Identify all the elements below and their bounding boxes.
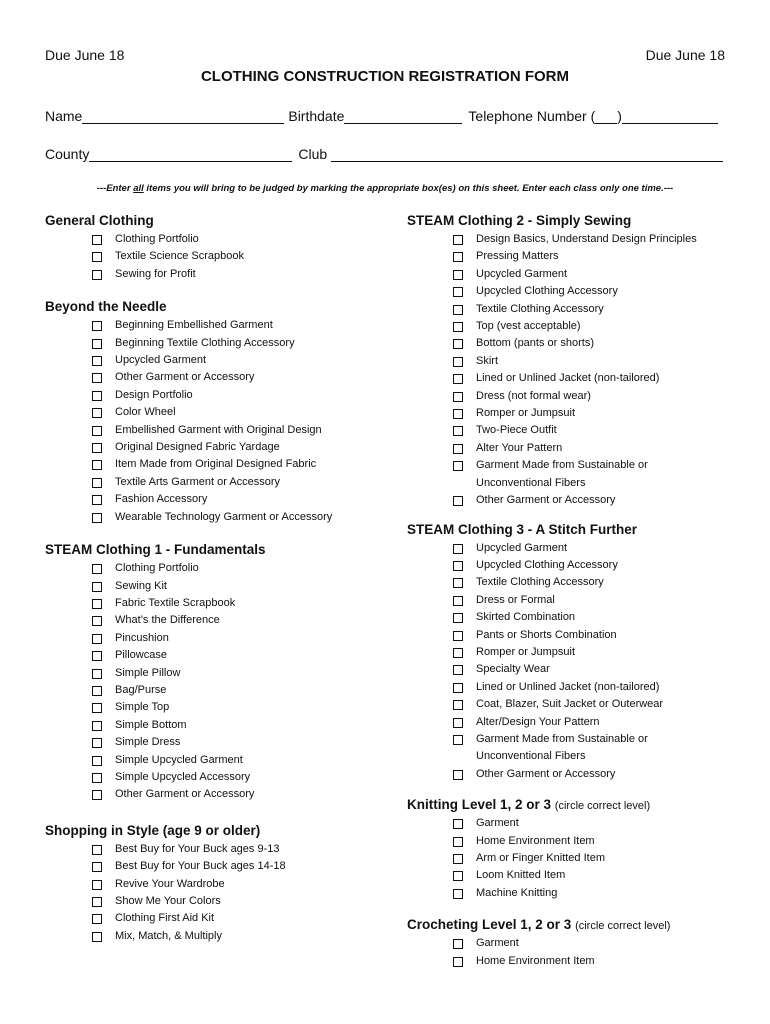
checkbox[interactable] — [453, 392, 463, 402]
checkbox-item[interactable] — [407, 935, 737, 952]
checkbox[interactable] — [453, 700, 463, 710]
checkbox[interactable] — [92, 252, 102, 262]
checkbox[interactable] — [92, 599, 102, 609]
checkbox[interactable] — [92, 582, 102, 592]
checkbox-item[interactable] — [45, 612, 375, 629]
checkbox-item[interactable] — [45, 335, 375, 352]
checkbox-item[interactable] — [45, 752, 375, 769]
checkbox-item[interactable] — [45, 578, 375, 595]
checkbox[interactable] — [453, 718, 463, 728]
section-steam-clothing-2-simply-sewing — [407, 211, 737, 510]
checkbox[interactable] — [92, 932, 102, 942]
section-note: (circle correct level) — [554, 800, 651, 813]
checkbox[interactable] — [92, 790, 102, 800]
checkbox-label: Textile Arts Garment or Accessory — [115, 475, 281, 488]
section-heading: STEAM Clothing 1 - Fundamentals — [45, 542, 266, 558]
checkbox[interactable] — [92, 897, 102, 907]
checkbox[interactable] — [453, 939, 463, 949]
checkbox[interactable] — [92, 443, 102, 453]
checkbox-label: Upcycled Garment — [476, 267, 568, 280]
checkbox[interactable] — [92, 270, 102, 280]
checkbox-item[interactable] — [45, 474, 375, 491]
checkbox-label: Alter/Design Your Pattern — [476, 715, 600, 728]
checkbox-item[interactable] — [407, 731, 737, 766]
checkbox[interactable] — [453, 235, 463, 245]
checkbox-item[interactable] — [45, 404, 375, 421]
checkbox-item[interactable] — [407, 370, 737, 387]
checkbox[interactable] — [92, 756, 102, 766]
checkbox[interactable] — [92, 862, 102, 872]
county-field[interactable] — [89, 148, 292, 162]
checkbox[interactable] — [92, 634, 102, 644]
checkbox-item[interactable] — [45, 491, 375, 508]
birthdate-field[interactable] — [344, 110, 462, 124]
checkbox[interactable] — [453, 871, 463, 881]
checkbox[interactable] — [453, 613, 463, 623]
checkbox-item[interactable] — [45, 858, 375, 875]
checkbox-label: Garment — [476, 937, 519, 950]
checkbox-item[interactable] — [45, 352, 375, 369]
section-note: (circle correct level) — [575, 920, 671, 933]
checkbox-item[interactable] — [407, 850, 737, 867]
checkbox[interactable] — [92, 686, 102, 696]
checkbox-item[interactable] — [407, 609, 737, 626]
checkbox-label: Wearable Technology Garment or Accessory — [115, 510, 333, 523]
checkbox-item[interactable] — [407, 301, 737, 318]
checkbox-item[interactable] — [45, 248, 375, 265]
checkbox-label: Simple Upcycled Garment — [115, 753, 243, 766]
checkbox-item[interactable] — [407, 318, 737, 335]
checkbox[interactable] — [453, 305, 463, 315]
club-label: Club — [298, 146, 328, 162]
checkbox-label: Simple Upcycled Accessory — [115, 770, 251, 783]
checkbox[interactable] — [92, 773, 102, 783]
checkbox[interactable] — [453, 496, 463, 506]
checkbox[interactable] — [453, 561, 463, 571]
checkbox-item[interactable] — [45, 734, 375, 751]
checkbox-item[interactable] — [407, 557, 737, 574]
checkbox-item[interactable] — [407, 714, 737, 731]
checkbox[interactable] — [92, 738, 102, 748]
checkbox-label: Upcycled Garment — [476, 541, 568, 554]
due-date-left: Due June 18 — [45, 47, 125, 63]
checkbox[interactable] — [92, 845, 102, 855]
checkbox-item[interactable] — [45, 266, 375, 283]
checkbox[interactable] — [92, 321, 102, 331]
checkbox[interactable] — [453, 854, 463, 864]
checkbox-item[interactable] — [45, 841, 375, 858]
checkbox[interactable] — [453, 631, 463, 641]
checkbox-label: Pincushion — [115, 631, 169, 644]
checkbox-item[interactable] — [407, 492, 737, 509]
checkbox[interactable] — [92, 880, 102, 890]
checkbox[interactable] — [92, 513, 102, 523]
checkbox-label: Lined or Unlined Jacket (non-tailored) — [476, 680, 660, 693]
checkbox-item[interactable] — [407, 953, 737, 970]
checkbox[interactable] — [453, 252, 463, 262]
checkbox-label: Two-Piece Outfit — [476, 424, 557, 437]
checkbox[interactable] — [453, 322, 463, 332]
checkbox-item[interactable] — [407, 592, 737, 609]
checkbox-label: Lined or Unlined Jacket (non-tailored) — [476, 372, 660, 385]
checkbox-item[interactable] — [407, 266, 737, 283]
section-crocheting-level-1-2-or-3 — [407, 915, 737, 970]
section-knitting-level-1-2-or-3 — [407, 795, 737, 902]
section-heading: Shopping in Style (age 9 or older) — [45, 822, 261, 838]
checkbox-item[interactable] — [407, 815, 737, 832]
checkbox-label: Clothing Portfolio — [115, 233, 199, 245]
section-beyond-the-needle — [45, 297, 375, 526]
checkbox-label: Upcycled Clothing Accessory — [476, 558, 618, 571]
checkbox-label: Upcycled Garment — [115, 354, 207, 367]
right-column — [407, 211, 737, 970]
checkbox-item[interactable] — [407, 661, 737, 678]
checkbox-label: Sewing Kit — [115, 579, 167, 592]
checkbox-label: Simple Top — [115, 701, 170, 714]
checkbox-label: Other Garment or Accessory — [115, 371, 255, 384]
checkbox-item[interactable] — [45, 699, 375, 716]
checkbox-label: Romper or Jumpsuit — [476, 645, 576, 658]
section-heading: STEAM Clothing 3 - A Stitch Further — [407, 521, 637, 537]
checkbox-item[interactable] — [45, 682, 375, 699]
checkbox-item[interactable] — [45, 717, 375, 734]
checkbox-item[interactable] — [407, 388, 737, 405]
due-date-right: Due June 18 — [645, 47, 725, 63]
checkbox-label: Design Basics, Understand Design Principles — [476, 233, 697, 245]
checkbox-item[interactable] — [407, 766, 737, 783]
checkbox-label: Clothing First Aid Kit — [115, 912, 215, 925]
club-field[interactable] — [331, 148, 723, 162]
telephone-close-paren: ) — [617, 108, 622, 124]
checkbox-label: Beginning Embellished Garment — [115, 319, 273, 332]
birthdate-label: Birthdate — [288, 108, 345, 124]
checkbox[interactable] — [453, 665, 463, 675]
checkbox[interactable] — [92, 564, 102, 574]
checkbox[interactable] — [453, 578, 463, 588]
checkbox-label: Embellished Garment with Original Design — [115, 423, 322, 436]
checkbox[interactable] — [92, 235, 102, 245]
checkbox-label: Home Environment Item — [476, 954, 595, 967]
checkbox-label: Fabric Textile Scrapbook — [115, 596, 236, 609]
checkbox-item[interactable] — [407, 696, 737, 713]
checkbox-label: Item Made from Original Designed Fabric — [115, 458, 317, 471]
checkbox-item[interactable] — [407, 540, 737, 557]
checkbox-item[interactable] — [45, 509, 375, 526]
section-steam-clothing-1-fundamentals — [45, 540, 375, 804]
checkbox-label: Color Wheel — [115, 406, 176, 419]
checkbox-label: Other Garment or Accessory — [115, 788, 255, 801]
checkbox[interactable] — [92, 651, 102, 661]
checkbox[interactable] — [453, 770, 463, 780]
section-heading: General Clothing — [45, 213, 154, 228]
checkbox[interactable] — [92, 478, 102, 488]
section-heading: Knitting Level 1, 2 or 3 (circle correct level) — [407, 797, 651, 813]
left-column — [45, 211, 375, 945]
checkbox-item[interactable] — [45, 665, 375, 682]
checkbox-item[interactable] — [45, 317, 375, 334]
checkbox[interactable] — [453, 444, 463, 454]
checkbox[interactable] — [453, 889, 463, 899]
checkbox[interactable] — [453, 270, 463, 280]
checkbox-label: Specialty Wear — [476, 663, 550, 676]
checkbox-item[interactable] — [407, 885, 737, 902]
checkbox-item[interactable] — [45, 630, 375, 647]
checkbox-label: Alter Your Pattern — [476, 441, 563, 454]
area-code-field[interactable] — [595, 110, 617, 124]
checkbox-label: Mix, Match, & Multiply — [115, 929, 222, 942]
checkbox-label: Skirt — [476, 354, 498, 367]
checkbox-item[interactable] — [45, 387, 375, 404]
checkbox-label: Dress or Formal — [476, 593, 555, 606]
checkbox-label: Loom Knitted Item — [476, 869, 566, 882]
checkbox-item[interactable] — [45, 439, 375, 456]
checkbox-label: Simple Pillow — [115, 666, 181, 679]
checkbox[interactable] — [92, 616, 102, 626]
checkbox[interactable] — [453, 287, 463, 297]
checkbox-label: What’s the Difference — [115, 614, 220, 627]
section-heading: Beyond the Needle — [45, 299, 167, 315]
name-row — [45, 108, 718, 124]
checkbox-label: Beginning Textile Clothing Accessory — [115, 336, 295, 349]
checkbox[interactable] — [92, 426, 102, 436]
form-title: CLOTHING CONSTRUCTION REGISTRATION FORM — [200, 68, 570, 85]
checkbox-label: Bottom (pants or shorts) — [476, 337, 594, 350]
checkbox-item[interactable] — [407, 440, 737, 457]
checkbox[interactable] — [453, 426, 463, 436]
checkbox-item[interactable] — [407, 457, 737, 492]
checkbox[interactable] — [453, 374, 463, 384]
checkbox-label: Best Buy for Your Buck ages 9-13 — [115, 842, 280, 855]
checkbox-label: Dress (not formal wear) — [476, 389, 591, 402]
checkbox-item[interactable] — [407, 422, 737, 439]
checkbox-label: Home Environment Item — [476, 834, 595, 847]
section-heading: Crocheting Level 1, 2 or 3 (circle correct level) — [407, 917, 671, 933]
checkbox-label: Textile Clothing Accessory — [476, 576, 604, 589]
checkbox[interactable] — [92, 914, 102, 924]
checkbox-label: Other Garment or Accessory — [476, 767, 616, 780]
checkbox-label: Machine Knitting — [476, 886, 558, 899]
checkbox-label: Simple Bottom — [115, 718, 187, 731]
instructions: ---Enter all items you will bring to be judged by marking the appropriate box(es) on this sheet. Enter each class only one time.--- — [96, 183, 674, 194]
checkbox-item[interactable] — [45, 928, 375, 945]
checkbox[interactable] — [453, 461, 463, 471]
checkbox-item[interactable] — [407, 231, 737, 248]
checkbox-label: Simple Dress — [115, 736, 181, 749]
checkbox-item[interactable] — [45, 876, 375, 893]
checkbox[interactable] — [453, 409, 463, 419]
checkbox-label: Best Buy for Your Buck ages 14-18 — [115, 860, 286, 873]
checkbox-label: Pillowcase — [115, 649, 167, 662]
checkbox-label: Pants or Shorts Combination — [476, 628, 617, 641]
checkbox-label: Sewing for Profit — [115, 267, 196, 280]
checkbox-item[interactable] — [407, 867, 737, 884]
checkbox-label: Clothing Portfolio — [115, 562, 199, 575]
checkbox-label: Garment Made from Sustainable or Unconventional Fibers — [476, 459, 648, 489]
checkbox[interactable] — [453, 735, 463, 745]
checkbox-item[interactable] — [45, 647, 375, 664]
checkbox-label: Top (vest acceptable) — [476, 320, 581, 333]
checkbox[interactable] — [453, 357, 463, 367]
section-steam-clothing-3-a-stitch-further — [407, 520, 737, 784]
checkbox-item[interactable] — [45, 456, 375, 473]
checkbox[interactable] — [92, 408, 102, 418]
checkbox-label: Upcycled Clothing Accessory — [476, 285, 618, 298]
checkbox-item[interactable] — [407, 833, 737, 850]
checkbox-label: Textile Clothing Accessory — [476, 302, 604, 315]
checkbox[interactable] — [453, 544, 463, 554]
checkbox-label: Other Garment or Accessory — [476, 494, 616, 507]
name-field[interactable] — [82, 110, 284, 124]
checkbox-item[interactable] — [45, 369, 375, 386]
checkbox-label: Design Portfolio — [115, 388, 193, 401]
checkbox-label: Coat, Blazer, Suit Jacket or Outerwear — [476, 698, 664, 711]
checkbox[interactable] — [92, 721, 102, 731]
checkbox[interactable] — [453, 819, 463, 829]
checkbox[interactable] — [92, 339, 102, 349]
checkbox[interactable] — [92, 669, 102, 679]
checkbox[interactable] — [92, 495, 102, 505]
checkbox-item[interactable] — [45, 422, 375, 439]
checkbox[interactable] — [92, 703, 102, 713]
county-label: County — [45, 146, 90, 162]
checkbox-label: Romper or Jumpsuit — [476, 407, 576, 420]
county-row — [45, 146, 723, 162]
checkbox[interactable] — [453, 683, 463, 693]
checkbox-label: Garment Made from Sustainable or Unconventional Fibers — [476, 732, 648, 763]
checkbox[interactable] — [92, 356, 102, 366]
checkbox[interactable] — [453, 837, 463, 847]
checkbox[interactable] — [453, 596, 463, 606]
checkbox-item[interactable] — [45, 769, 375, 786]
checkbox[interactable] — [92, 391, 102, 401]
checkbox-item[interactable] — [45, 231, 375, 248]
checkbox[interactable] — [92, 373, 102, 383]
checkbox-item[interactable] — [407, 644, 737, 661]
checkbox[interactable] — [453, 339, 463, 349]
checkbox-label: Arm or Finger Knitted Item — [476, 852, 605, 864]
checkbox-label: Skirted Combination — [476, 611, 576, 624]
checkbox-label: Textile Science Scrapbook — [115, 250, 245, 263]
checkbox-item[interactable] — [407, 353, 737, 370]
checkbox-item[interactable] — [45, 910, 375, 927]
checkbox-item[interactable] — [407, 283, 737, 300]
checkbox-label: Original Designed Fabric Yardage — [115, 441, 280, 454]
section-heading: STEAM Clothing 2 - Simply Sewing — [407, 213, 632, 228]
checkbox-item[interactable] — [407, 574, 737, 591]
checkbox-label: Show Me Your Colors — [115, 895, 221, 907]
checkbox[interactable] — [92, 460, 102, 470]
checkbox-label: Fashion Accessory — [115, 493, 208, 506]
checkbox[interactable] — [453, 957, 463, 967]
checkbox-item[interactable] — [407, 335, 737, 352]
checkbox-item[interactable] — [407, 248, 737, 265]
section-shopping-in-style-age-9-or-older — [45, 821, 375, 945]
checkbox-label: Garment — [476, 817, 519, 830]
checkbox-item[interactable] — [45, 595, 375, 612]
section-general-clothing — [45, 211, 375, 283]
checkbox[interactable] — [453, 648, 463, 658]
checkbox-item[interactable] — [407, 405, 737, 422]
checkbox-label: Bag/Purse — [115, 683, 167, 696]
checkbox-item[interactable] — [45, 560, 375, 577]
checkbox-item[interactable] — [45, 786, 375, 803]
checkbox-label: Pressing Matters — [476, 250, 559, 263]
checkbox-item[interactable] — [407, 627, 737, 644]
checkbox-label: Revive Your Wardrobe — [115, 877, 225, 890]
telephone-label: Telephone Number ( — [468, 108, 596, 124]
checkbox-item[interactable] — [45, 893, 375, 910]
name-label: Name — [45, 108, 83, 124]
checkbox-item[interactable] — [407, 679, 737, 696]
telephone-field[interactable] — [622, 110, 718, 124]
